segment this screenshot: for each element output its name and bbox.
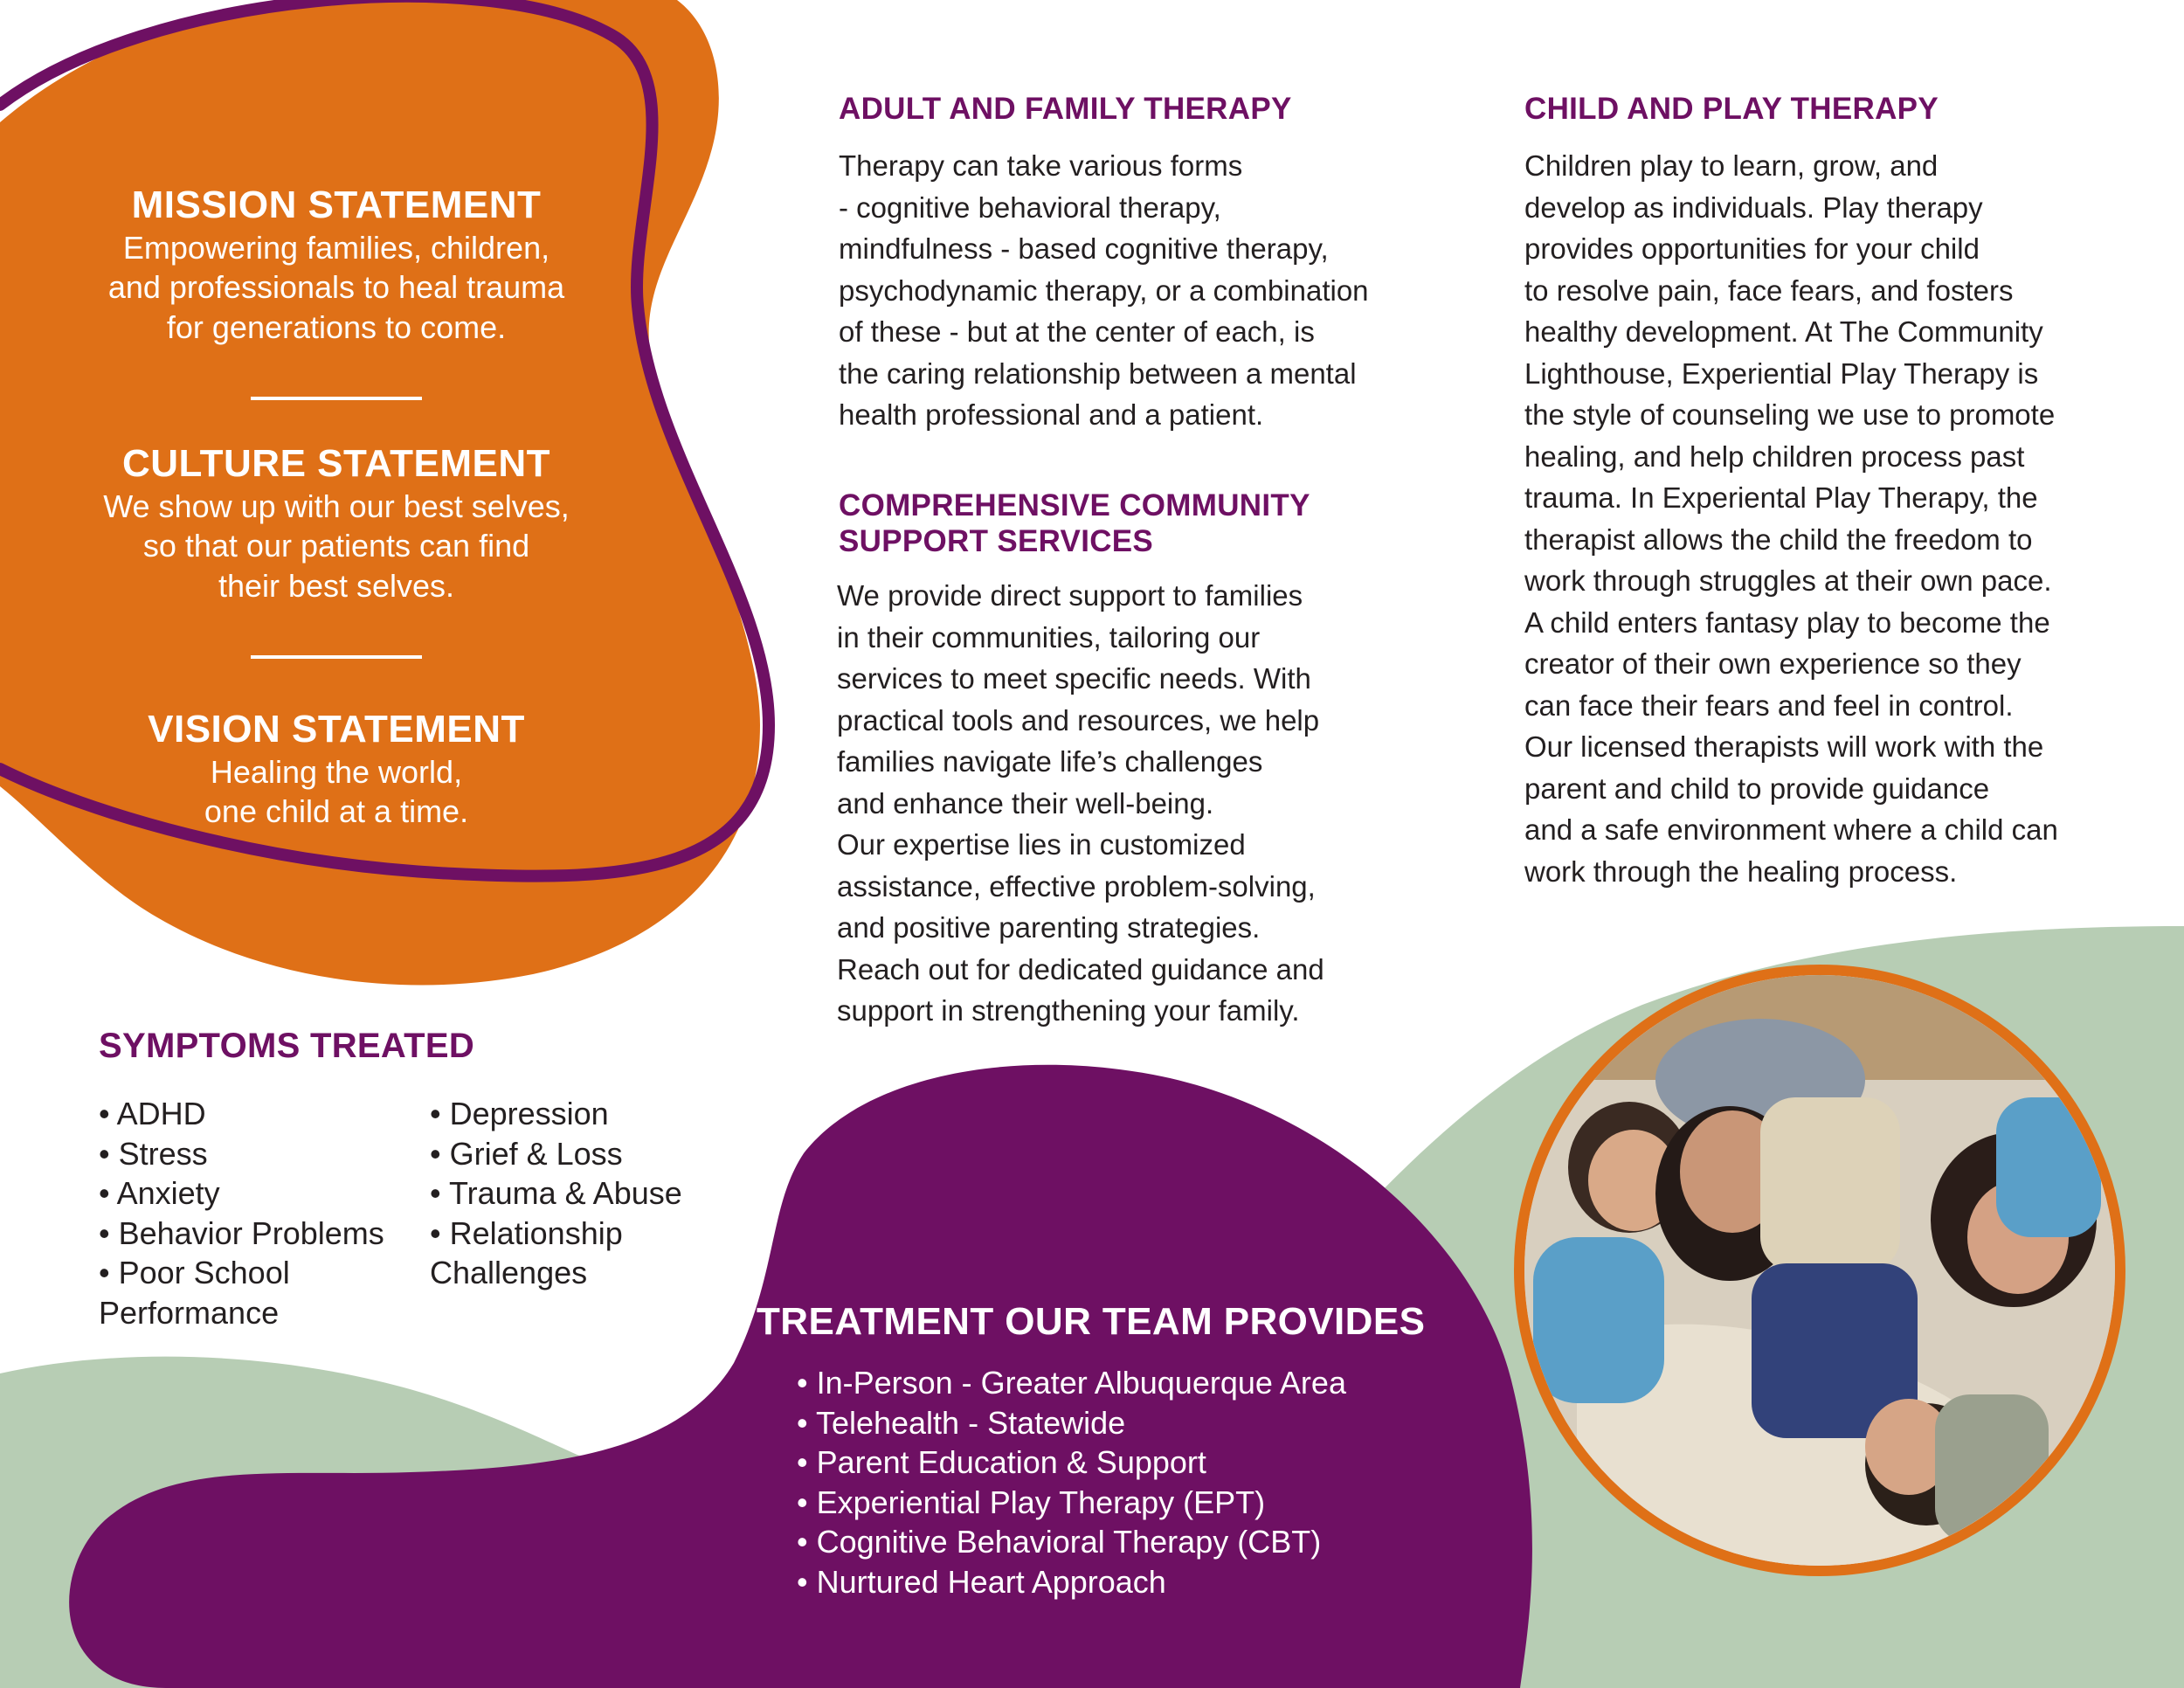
vision-body: Healing the world, one child at a time. xyxy=(204,753,469,830)
divider xyxy=(251,655,422,659)
culture-title: CULTURE STATEMENT xyxy=(121,442,550,485)
community-body: We provide direct support to families in their communities, tailoring our services to meet specific needs. With practical tools and resources, we help families navigate life’s challenges and enhance their well-being. Our expertise lies in customized assistance, effective problem-solving, and positive parenting strategies. Reach out for dedicated guidance and support in strengthening your family. xyxy=(837,579,1324,1027)
adult-family-body: Therapy can take various forms - cognitive behavioral therapy, mindfulness - based cognitive therapy, psychodynamic therapy, or a combination of these - but at the center of each, is the caring relationship between a mental health professional and a patient. xyxy=(839,149,1369,431)
list-item: • Grief & Loss xyxy=(430,1135,623,1172)
list-item: • Depression xyxy=(430,1096,609,1131)
culture-statement xyxy=(70,442,603,606)
list-item: • Trauma & Abuse xyxy=(430,1175,682,1211)
culture-body: We show up with our best selves, so that our patients can find their best selves. xyxy=(103,488,570,605)
list-item: • Experiential Play Therapy (EPT) xyxy=(797,1484,1266,1520)
mission-title: MISSION STATEMENT xyxy=(131,183,542,226)
child-play-body: Children play to learn, grow, and develop as individuals. Play therapy provides opportunities for your child to resolve pain, face fears, and fosters healthy development. At The Community Lighthouse, Experiential Play Therapy is the style of counseling we use to promote healing, and help children process past trauma. In Experiental Play Therapy, the therapist allows the child the freedom to work through struggles at their own pace. A child enters fantasy play to become the creator of their own experience so they can face their fears and feel in control. Our licensed therapists will work with the parent and child to provide guidance and a safe environment where a child can work through the healing process. xyxy=(1524,149,2058,888)
list-item: • ADHD xyxy=(99,1096,206,1131)
list-item: • Parent Education & Support xyxy=(797,1444,1206,1481)
list-item: • Behavior Problems xyxy=(99,1214,384,1251)
vision-statement xyxy=(70,708,603,832)
symptoms-list-col2 xyxy=(430,1094,682,1293)
list-item: • Poor School Performance xyxy=(99,1255,290,1331)
list-item: • Cognitive Behavioral Therapy (CBT) xyxy=(797,1524,1322,1560)
adult-family-heading: ADULT AND FAMILY THERAPY xyxy=(839,92,1292,126)
family-photo xyxy=(1514,965,2125,1576)
list-item: • In-Person - Greater Albuquerque Area xyxy=(797,1365,1346,1401)
vision-title: VISION STATEMENT xyxy=(148,708,525,751)
mission-body: Empowering families, children, and professionals to heal trauma for generations to come. xyxy=(107,229,565,346)
list-item: • Relationship Challenges xyxy=(430,1214,623,1290)
list-item: • Telehealth - Statewide xyxy=(797,1404,1126,1441)
list-item: • Anxiety xyxy=(99,1175,220,1211)
symptoms-list-col1 xyxy=(99,1094,384,1332)
symptoms-heading: SYMPTOMS TREATED xyxy=(99,1027,475,1065)
treatment-heading: TREATMENT OUR TEAM PROVIDES xyxy=(757,1300,1426,1343)
child-play-heading: CHILD AND PLAY THERAPY xyxy=(1524,92,1939,126)
community-heading: COMPREHENSIVE COMMUNITY SUPPORT SERVICES xyxy=(839,488,1310,559)
treatment-list xyxy=(797,1363,1346,1602)
list-item: • Stress xyxy=(99,1135,208,1172)
mission-statement xyxy=(70,183,603,348)
list-item: • Nurtured Heart Approach xyxy=(797,1563,1166,1600)
divider xyxy=(251,397,422,400)
